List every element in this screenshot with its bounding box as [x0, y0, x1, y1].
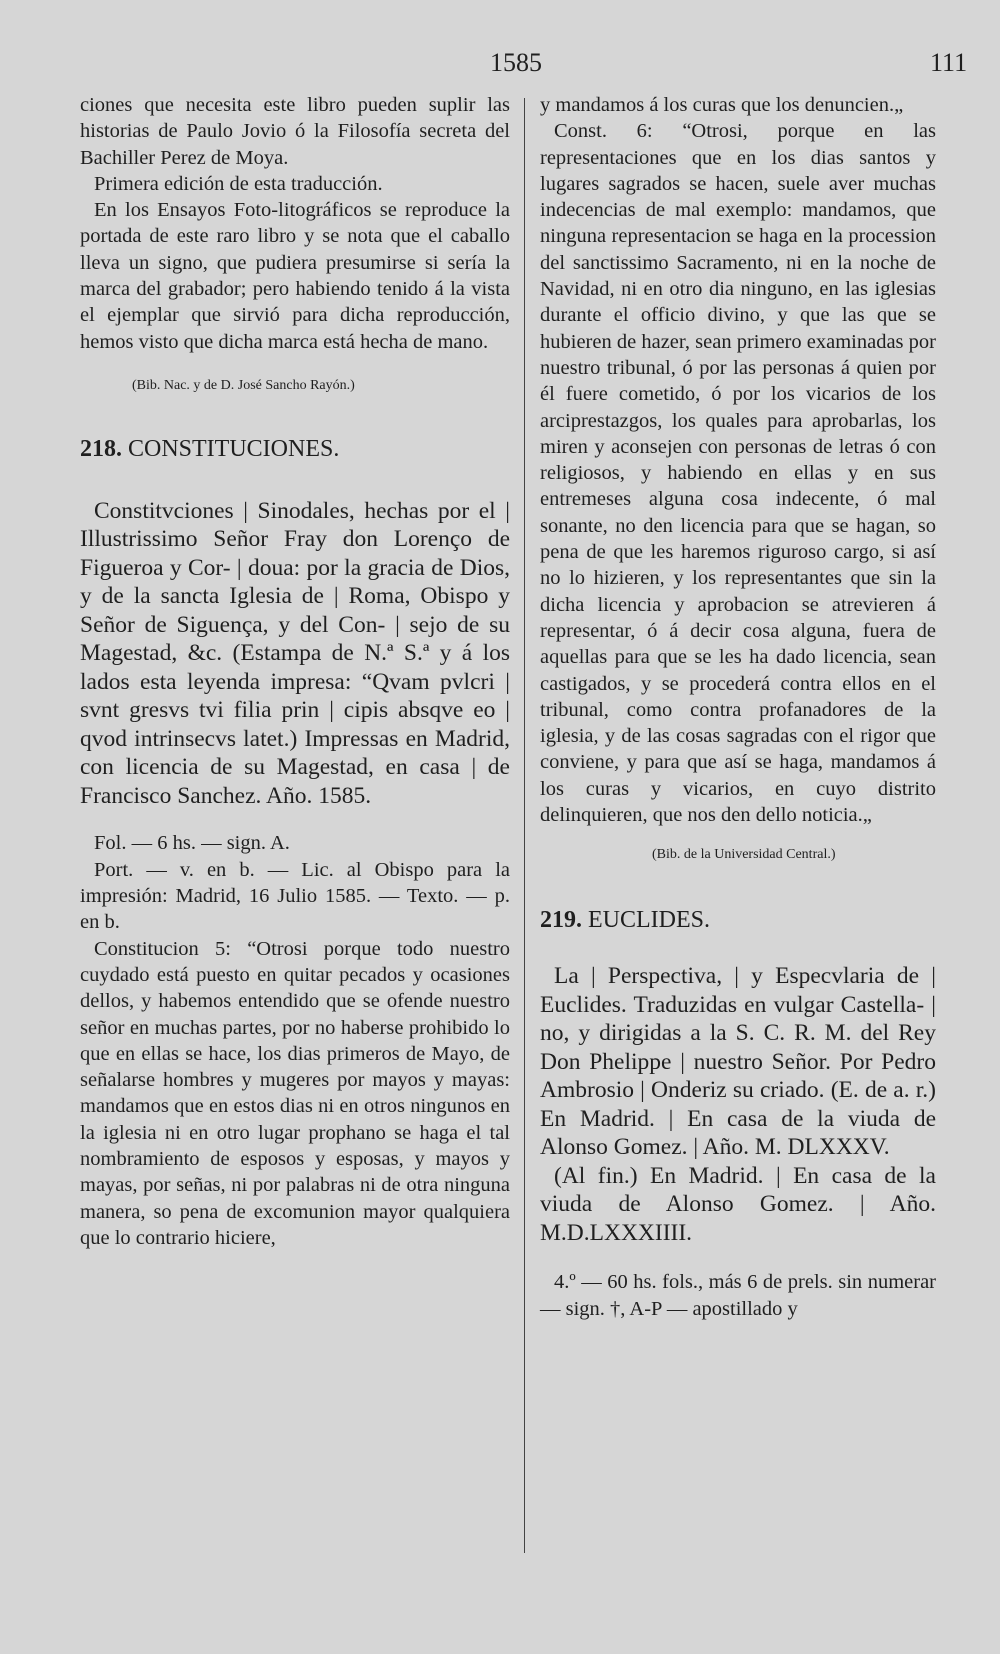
first-edition-note: Primera edición de esta traducción.: [94, 172, 383, 195]
intro-paragraph: ciones que necesita este libro pueden suplir las historias de Paulo Jovio ó la Filosofía secreta del Bachiller Perez de Moya.: [80, 94, 510, 169]
source-citation: (Bib. Nac. y de D. José Sancho Rayón.): [132, 377, 355, 393]
physical-description: 4.º — 60 hs. fols., más 6 de prels. sin numerar — sign. †, A-P — apostillado y: [540, 1271, 936, 1320]
folio-description: Fol. — 6 hs. — sign. A.: [94, 832, 290, 855]
continuation-text: y mandamos á los curas que los denuncien.„: [540, 94, 904, 116]
page-number: 111: [930, 48, 968, 77]
source-citation: (Bib. de la Universidad Central.): [652, 847, 836, 863]
colophon: (Al fin.) En Madrid. | En casa de la viuda de Alonso Gomez. | Año. M.D.LXXXIIII.: [540, 1162, 936, 1246]
entry-title: EUCLIDES.: [588, 907, 710, 934]
entry-body: Constitvciones | Sinodales, hechas por el | Illustrissimo Señor Fray don Lorenço de Figueroa y Cor- | doua: por la gracia de Dios, y de la sancta Iglesia de | Roma, Obispo y Señor de Siguença, y del Con- | sejo de su Magestad, &c. (Estampa de N.ª S.ª y á los lados esta leyenda impresa: “Qvam pvlcri | svnt gresvs tvi filia prin | cipis absqve eo | qvod intrinsecvs latet.) Impressas en Madrid, con licencia de su Magestad, en casa | de Francisco Sanchez. Año. 1585.: [80, 497, 510, 809]
constitucion-6-quote: Const. 6: “Otrosi, porque en las representaciones que en los dias santos y lugares sagrados se hacen, suele aver muchas indecencias de mal exemplo: mandamos, que ninguna representacion se haga en la procession del sanctissimo Sacramento, ni en la noche de Navidad, ni en otro dia ninguno, en las iglesias durante el officio divino, y que las que se hubieren de hazer, sean primero examinadas por nuestro tribunal, ó por las personas á quien por él fuere cometido, ó por los vicarios de los arciprestazgos, los quales para aprobarlas, los miren y aconsejen con personas de letras ó con religiosos, y habiendo en ellas y en sus entremeses alguna cosa indecente, ó mal sonante, no den licencia para que se hagan, so pena de que les haremos riguroso cargo, si así no lo hizieren, y los representantes que sin la dicha licencia y aprobacion se atrevieren á representar, ó á decir cosa alguna, fuera de aquellas para que se les ha dado licencia, sean castigados, y se procederá contra ellos en el tribunal, como contra profanadores de la iglesia, y de las cosas sagradas con el rigor que conviene, y para que así se haga, mandamos á los curas y vicarios, en cuyo distrito delinquieren, que nos den dello noticia.„: [540, 120, 936, 827]
right-column: [540, 92, 936, 1322]
left-column: [80, 92, 510, 1251]
entry-title: CONSTITUCIONES.: [128, 435, 340, 462]
essays-paragraph: En los Ensayos Foto-litográficos se reproduce la portada de este raro libro y se nota que el caballo lleva un signo, que pudiera presumirse si sería la marca del grabador; pero habiendo tenido á la vista el ejemplar que sirvió para dicha reproducción, hemos visto que dicha marca está hecha de mano.: [80, 199, 510, 353]
constitucion-5-quote: Constitucion 5: “Otrosi porque todo nuestro cuydado está puesto en quitar pecados y ocasiones dellos, y habemos entendido que se ofende nuestro señor en muchas partes, por no haberse prohibido lo que en ellas se hace, los dias primeros de Mayo, de señalarse hombres y mugeres por mayos y mayas: mandamos que en estos dias ni en otros ningunos en la iglesia ni en otro lugar prophano se haga el tal nombramiento de esposos y esposas, y mayos y mayas, por señas, ni por palabras ni de otra ninguna manera, so pena de excomunion mayor qualquiera que lo contrario hiciere,: [80, 937, 510, 1249]
entry-heading: [540, 906, 936, 934]
column-divider: [524, 98, 525, 1553]
entry-body: La | Perspectiva, | y Especvlaria de | Euclides. Traduzidas en vulgar Castella- | no, y dirigidas a la S. C. R. M. del Rey Don Phelippe | nuestro Señor. Por Pedro Ambrosio | Onderiz su criado. (E. de a. r.) En Madrid. | En casa de la viuda de Alonso Gomez. | Año. M. DLXXXV.: [540, 963, 936, 1161]
header-year: 1585: [490, 48, 542, 77]
entry-number: 219.: [540, 907, 582, 934]
portada-description: Port. — v. en b. — Lic. al Obispo para la impresión: Madrid, 16 Julio 1585. — Texto. — p. en b.: [80, 858, 510, 934]
entry-number: 218.: [80, 435, 122, 462]
entry-heading: [80, 435, 510, 463]
